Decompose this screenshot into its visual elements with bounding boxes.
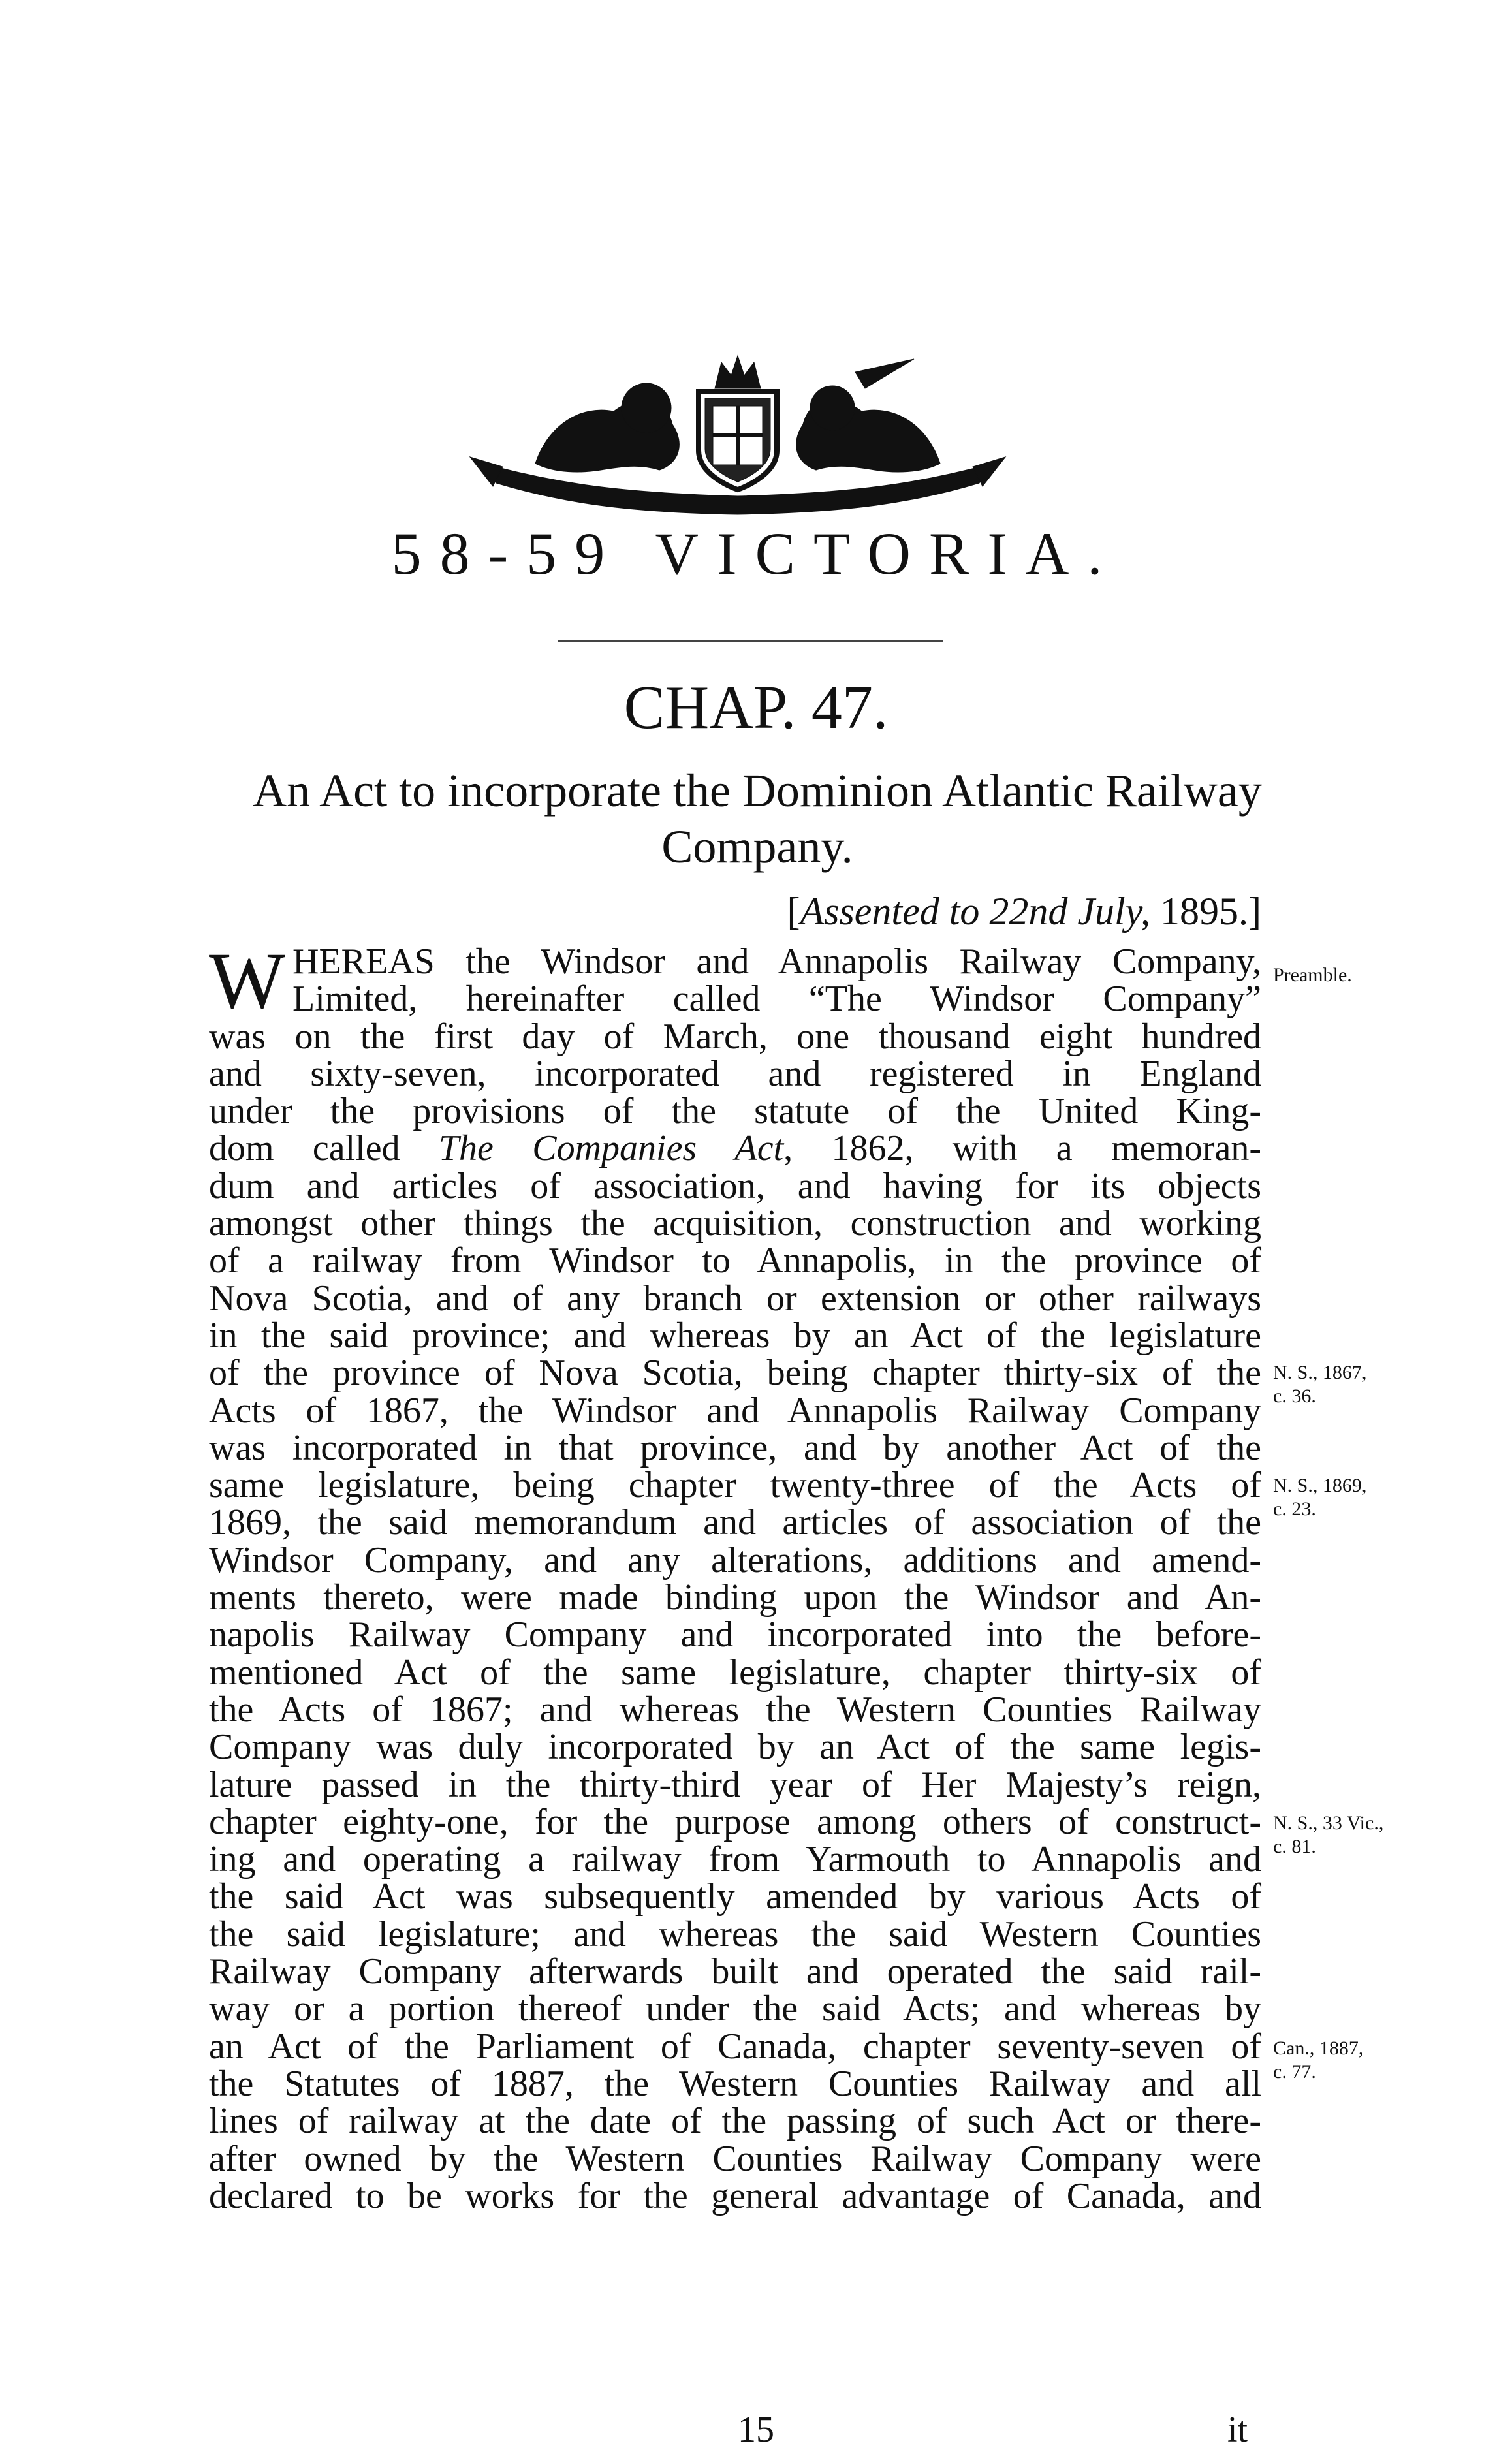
body-line: napolis Railway Company and incorporated into the before- [209, 1614, 1261, 1656]
body-line: ing and operating a railway from Yarmouth to Annapolis and [209, 1839, 1261, 1880]
body-line: lines of railway at the date of the passing of such Act or there- [209, 2101, 1261, 2142]
statute-title-italic: The Companies Act [438, 1128, 784, 1169]
margin-note-can-1887 [1273, 2037, 1363, 2084]
act-body-text [209, 936, 1261, 2216]
body-text-segment: , 1862, with a memoran- [783, 1128, 1261, 1169]
body-line: Limited, hereinafter called “The Windsor Company” [292, 979, 1261, 1020]
margin-note-ns-33-vic [1273, 1812, 1383, 1859]
page-number: 15 [738, 2410, 774, 2450]
divider-rule [558, 640, 943, 642]
margin-note-preamble [1273, 964, 1352, 987]
act-title: An Act to incorporate the Dominion Atlantic Railway Company. [253, 764, 1262, 873]
body-line: in the said province; and whereas by an Act of the legislature [209, 1315, 1261, 1356]
margin-note-ns-1869 [1273, 1474, 1366, 1521]
body-line: same legislature, being chapter twenty-three of the Acts of [209, 1465, 1261, 1506]
margin-note-text: c. 77. [1273, 2061, 1316, 2083]
body-line: chapter eighty-one, for the purpose among others of construct- [209, 1801, 1261, 1842]
margin-note-text: c. 36. [1273, 1385, 1316, 1407]
body-line: the Statutes of 1887, the Western Counties Railway and all [209, 2063, 1261, 2104]
body-line: HEREAS the Windsor and Annapolis Railway Company, [292, 941, 1261, 982]
body-line: the said Act was subsequently amended by various Acts of [209, 1876, 1261, 1917]
catchword: it [1227, 2410, 1248, 2450]
body-line: way or a portion thereof under the said Acts; and whereas by [209, 1988, 1261, 2030]
body-line: mentioned Act of the same legislature, chapter thirty-six of [209, 1652, 1261, 1693]
body-line: of the province of Nova Scotia, being chapter thirty-six of the [209, 1353, 1261, 1394]
regnal-year-heading: 58-59 VICTORIA. [391, 520, 1121, 587]
margin-note-text: N. S., 33 Vic., [1273, 1812, 1384, 1834]
body-text-segment: dom called [209, 1128, 439, 1169]
body-line: ments thereto, were made binding upon the Windsor and An- [209, 1577, 1261, 1618]
body-line: 1869, the said memorandum and articles of association of the [209, 1502, 1261, 1543]
body-line: Company was duly incorporated by an Act of the same legis- [209, 1727, 1261, 1768]
assent-year: 1895.] [1150, 890, 1261, 933]
body-line: Nova Scotia, and of any branch or extension or other railways [209, 1278, 1261, 1319]
body-line: after owned by the Western Counties Railway Company were [209, 2138, 1261, 2179]
body-line: dum and articles of association, and having for its objects [209, 1165, 1261, 1206]
body-line: an Act of the Parliament of Canada, chapter seventy-seven of [209, 2026, 1261, 2067]
body-line: the Acts of 1867; and whereas the Western Counties Railway [209, 1689, 1261, 1730]
margin-note-text: Can., 1887, [1273, 2037, 1364, 2059]
margin-note-text: N. S., 1867, [1273, 1362, 1367, 1383]
body-line: declared to be works for the general advantage of Canada, and [209, 2175, 1261, 2216]
body-line-with-italic [209, 1130, 1261, 1167]
margin-note-ns-1867 [1273, 1361, 1366, 1408]
chapter-heading: CHAP. 47. [623, 674, 889, 742]
body-line: Windsor Company, and any alterations, additions and amend- [209, 1539, 1261, 1580]
assent-bracket: [ [787, 890, 800, 933]
drop-cap: W [209, 936, 286, 1026]
body-line: under the provisions of the statute of the United King- [209, 1091, 1261, 1132]
margin-note-text: N. S., 1869, [1273, 1475, 1367, 1496]
assent-italic: Assented to 22nd July, [800, 890, 1151, 933]
margin-note-text: c. 81. [1273, 1836, 1316, 1857]
body-line: Railway Company afterwards built and operated the said rail- [209, 1951, 1261, 1992]
body-line: amongst other things the acquisition, construction and working [209, 1203, 1261, 1244]
margin-note-text: Preamble. [1273, 964, 1352, 986]
royal-coat-of-arms-icon [457, 353, 1018, 516]
body-line: and sixty-seven, incorporated and registered in England [209, 1053, 1261, 1094]
body-line: Acts of 1867, the Windsor and Annapolis Railway Company [209, 1390, 1261, 1431]
assent-date [0, 889, 1261, 934]
body-line: the said legislature; and whereas the said Western Counties [209, 1913, 1261, 1955]
margin-note-text: c. 23. [1273, 1498, 1316, 1520]
body-line: of a railway from Windsor to Annapolis, in the province of [209, 1240, 1261, 1281]
body-line: was on the first day of March, one thousand eight hundred [209, 1016, 1261, 1057]
body-line: was incorporated in that province, and by another Act of the [209, 1427, 1261, 1468]
body-line: lature passed in the thirty-third year of Her Majesty’s reign, [209, 1764, 1261, 1805]
